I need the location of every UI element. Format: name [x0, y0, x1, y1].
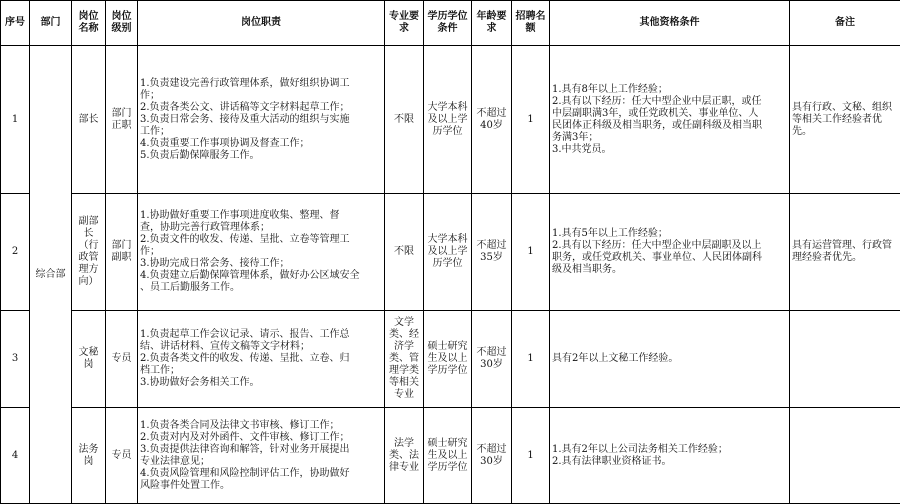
- duty-line: 、员工后勤服务工作。: [140, 282, 240, 293]
- table-row: [1, 194, 900, 311]
- row-remark: [790, 311, 900, 408]
- other-line: 2.具有法律职业资格证书。: [552, 455, 672, 467]
- row-title: 法务岗: [72, 408, 106, 504]
- row-title: 部长: [72, 46, 106, 194]
- row-age: 不超过30岁: [472, 408, 512, 504]
- header-row: [1, 1, 900, 46]
- duty-line: 3.协助做好会务相关工作。: [140, 377, 260, 388]
- header-edu: 学历学位条件: [424, 1, 472, 46]
- other-line: 2.具有以下经历：任大中型企业中层副职及以上: [552, 240, 762, 251]
- other-line: 级及相当职务。: [552, 264, 622, 275]
- duty-line: 2.负责各类公文、讲话稿等文字材料起草工作；: [140, 101, 350, 113]
- duty-line: 4.负责重要工作事项协调及督查工作；: [140, 137, 310, 149]
- duty-line: 2.负责文件的收发、传递、呈批、立卷等管理工: [140, 234, 350, 245]
- row-no: 4: [1, 408, 30, 504]
- row-other: [550, 46, 790, 194]
- row-level: 部门副职: [106, 194, 138, 311]
- row-level: 部门正职: [106, 46, 138, 194]
- row-age: 不超过30岁: [472, 311, 512, 408]
- duty-line: 作；: [140, 246, 160, 257]
- row-major: 文学类、经济学类、管理学类等相关专业: [385, 311, 424, 408]
- row-quota: 1: [512, 46, 550, 194]
- other-line: 2.具有以下经历：任大中型企业中层正职，或任: [552, 95, 762, 107]
- duty-line: 专业法律意见；: [140, 455, 210, 467]
- duty-line: 3.协助完成日常会务、接待工作；: [140, 258, 290, 269]
- row-edu: 硕士研究生及以上学历学位: [424, 408, 472, 504]
- row-duties: [138, 46, 385, 194]
- row-edu: 大学本科及以上学历学位: [424, 46, 472, 194]
- header-dept: 部门: [30, 1, 72, 46]
- duty-line: 4.负责建立后勤保障管理体系，做好办公区域安全: [140, 270, 360, 281]
- row-quota: 1: [512, 408, 550, 504]
- row-title: 文秘岗: [72, 311, 106, 408]
- row-quota: 1: [512, 311, 550, 408]
- other-line: 1.具有2年以上公司法务相关工作经验；: [552, 443, 728, 455]
- row-edu: 大学本科及以上学历学位: [424, 194, 472, 311]
- other-line: 3.中共党员。: [552, 143, 612, 155]
- row-no: 1: [1, 46, 30, 194]
- duty-line: 1.负责建设完善行政管理体系，做好组织协调工: [140, 77, 350, 89]
- department-cell: 综合部: [30, 46, 72, 504]
- other-line: 1.具有8年以上工作经验；: [552, 83, 668, 95]
- duty-line: 4.负责风险管理和风险控制评估工作，协助做好: [140, 467, 350, 479]
- duty-line: 3.负责日常会务、接待及重大活动的组织与实施: [140, 113, 350, 125]
- duty-line: 结、讲话材料、宣传文稿等文字材料；: [140, 341, 310, 352]
- duty-line: 工作；: [140, 125, 170, 137]
- duty-line: 2.负责各类文件的收发、传递、呈批、立卷、归: [140, 353, 350, 364]
- row-edu: 硕士研究生及以上学历学位: [424, 311, 472, 408]
- header-remark: 备注: [790, 1, 900, 46]
- row-duties: [138, 408, 385, 504]
- row-duties: [138, 311, 385, 408]
- table-row: [1, 46, 900, 194]
- row-remark: [790, 408, 900, 504]
- other-line: 具有2年以上文秘工作经验。: [552, 353, 679, 364]
- row-remark: 具有运营管理、行政管理经验者优先。: [790, 194, 900, 311]
- header-other: 其他资格条件: [550, 1, 790, 46]
- other-line: 民团体正科级及相当职务，或任副科级及相当职: [552, 119, 762, 131]
- other-line: 务满3年；: [552, 131, 599, 143]
- row-no: 2: [1, 194, 30, 311]
- row-level: 专员: [106, 408, 138, 504]
- row-quota: 1: [512, 194, 550, 311]
- duty-line: 3.负责提供法律咨询和解答，针对业务开展提出: [140, 443, 350, 455]
- header-no: 序号: [1, 1, 30, 46]
- row-major: 法学类、法律专业: [385, 408, 424, 504]
- duty-line: 1.协助做好重要工作事项进度收集、整理、督: [140, 210, 340, 221]
- duty-line: 风险事件处置工作。: [140, 479, 230, 491]
- row-age: 不超过35岁: [472, 194, 512, 311]
- duty-line: 1.负责各类合同及法律文书审核、修订工作；: [140, 419, 340, 431]
- row-major: 不限: [385, 194, 424, 311]
- header-duties: 岗位职责: [138, 1, 385, 46]
- row-remark: 具有行政、文秘、组织等相关工作经验者优先。: [790, 46, 900, 194]
- header-title: 岗位名称: [72, 1, 106, 46]
- row-other: [550, 194, 790, 311]
- other-line: 1.具有5年以上工作经验；: [552, 228, 668, 239]
- row-duties: [138, 194, 385, 311]
- duty-line: 查，协助完善行政管理体系；: [140, 222, 270, 233]
- row-no: 3: [1, 311, 30, 408]
- table-row: [1, 408, 900, 504]
- header-level: 岗位级别: [106, 1, 138, 46]
- duty-line: 档工作；: [140, 365, 180, 376]
- duty-line: 1.负责起草工作会议记录、请示、报告、工作总: [140, 329, 350, 340]
- other-line: 中层副职满3年，或任党政机关、事业单位、人: [552, 107, 759, 119]
- row-other: [550, 408, 790, 504]
- row-other: [550, 311, 790, 408]
- row-title: 副部长（行政管理方向）: [72, 194, 106, 311]
- duty-line: 5.负责后勤保障服务工作。: [140, 149, 260, 161]
- duty-line: 作；: [140, 89, 160, 101]
- table-row: [1, 311, 900, 408]
- row-age: 不超过40岁: [472, 46, 512, 194]
- duty-line: 2.负责对内及对外函件、文件审核、修订工作；: [140, 431, 350, 443]
- row-major: 不限: [385, 46, 424, 194]
- header-major: 专业要求: [385, 1, 424, 46]
- row-level: 专员: [106, 311, 138, 408]
- other-line: 职务，或任党政机关、事业单位、人民团体副科: [552, 252, 762, 263]
- header-quota: 招聘名额: [512, 1, 550, 46]
- header-age: 年龄要求: [472, 1, 512, 46]
